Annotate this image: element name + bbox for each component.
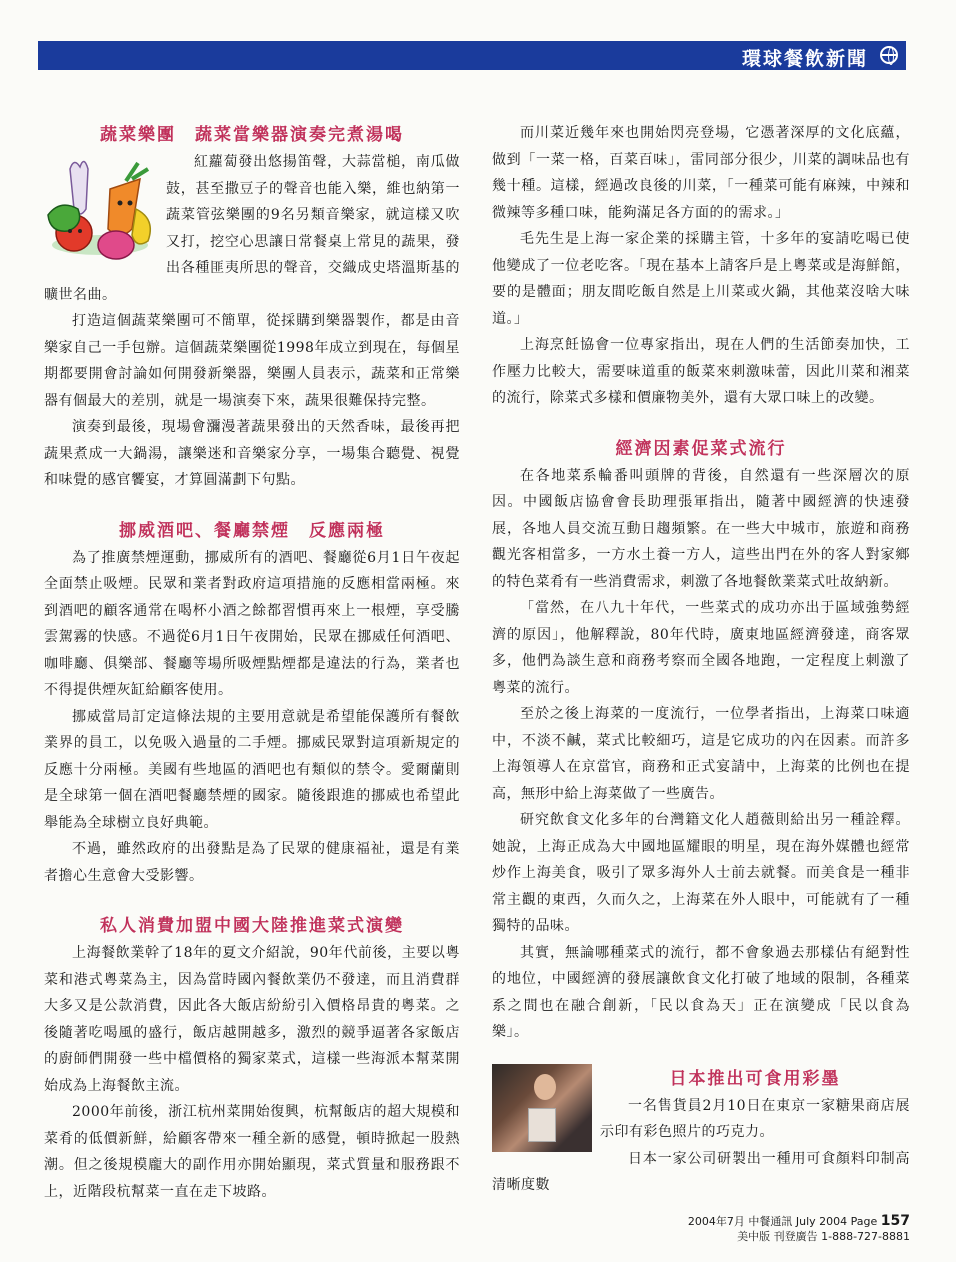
chocolate-photo [492,1064,592,1152]
article-title-economic-factors: 經濟因素促菜式流行 [615,438,787,459]
paragraph: 一名售貨員2月10日在東京一家糖果商店展示印有彩色照片的巧克力。 [600,1097,910,1140]
paragraph: 其實，無論哪種菜式的流行，都不會象過去那樣佔有絕對性的地位，中國經濟的發展讓飲食文化打破了地域的限制，各種菜系之間也在融合創新，「民以食為天」正在演變成「民以食為樂」。 [492,944,910,1040]
paragraph: 上海餐飲業幹了18年的夏文介紹說，90年代前後，主要以粵菜和港式粵菜為主，因為當時國內餐飲業仍不發達，而且消費群大多又是公款消費，因此各大飯店紛紛引入價格昂貴的粵菜。之後隨著吃喝風的盛行，飯店越開越多，激烈的競爭逼著各家飯店的廚師們開發一些中檔價格的獨家菜式，這樣一些海派本幫菜開始成為上海餐飲主流。 [44,945,460,1094]
paragraph: 至於之後上海菜的一度流行，一位學者指出，上海菜口味適中，不淡不鹹，菜式比較細巧，這是它成功的內在因素。而許多上海領導人在京當官，商務和正式宴請中，上海菜的比例也在提高，無形中給上海菜做了一些廣告。 [492,706,910,802]
article-title-norway-smoking-ban: 挪威酒吧、餐廳禁煙 反應兩極 [119,520,385,541]
paragraph: 紅蘿蔔發出悠揚笛聲，大蒜當槌，南瓜做鼓，甚至撒豆子的聲音也能入樂，維也納第一蔬菜管弦樂團的9名另類音樂家，就這樣又吹又打，挖空心思讓日常餐桌上常見的蔬果，發出各種匪夷所思的聲音，交織成史塔溫斯基的曠世名曲。 [44,154,460,303]
paragraph: 研究飲食文化多年的台灣籍文化人趙薇則給出另一種詮釋。她說，上海正成為大中國地區耀眼的明星，現在海外媒體也經常炒作上海美食，吸引了眾多海外人士前去就餐。而美食是一種非常主觀的東西，久而久之，上海菜在外人眼中，可能就有了一種獨特的品味。 [492,812,910,934]
article-title-edible-ink: 日本推出可食用彩墨 [669,1068,841,1089]
paragraph: 不過，雖然政府的出發點是為了民眾的健康福祉，還是有業者擔心生意會大受影響。 [44,841,460,884]
paragraph: 2000年前後，浙江杭州菜開始復興，杭幫飯店的超大規模和菜肴的低價新鮮，給顧客帶來一種全新的感覺，頓時掀起一股熱潮。但之後規模龐大的副作用亦開始顯現，菜式質量和服務跟不上，近階段杭幫菜一直在走下坡路。 [44,1104,460,1200]
paragraph: 而川菜近幾年來也開始閃亮登場，它憑著深厚的文化底蘊，做到「一菜一格，百菜百味」，雷同部分很少，川菜的調味品也有幾十種。這樣，經過改良後的川菜，「一種菜可能有麻辣，中辣和微辣等多種口味，能夠滿足各方面的的需求。」 [492,125,910,221]
paragraph: 打造這個蔬菜樂團可不簡單，從採購到樂器製作，都是由音樂家自己一手包辦。這個蔬菜樂團從1998年成立到現在，每個星期都要開會討論如何開發新樂器，樂團人員表示，蔬菜和正常樂器有個最大的差別，就是一場演奏下來，蔬果很難保持完整。 [44,313,460,409]
paragraph: 挪威當局訂定這條法規的主要用意就是希望能保護所有餐飲業界的員工，以免吸入過量的二手煙。挪威民眾對這項新規定的反應十分兩極。美國有些地區的酒吧也有類似的禁令。愛爾蘭則是全球第一個在酒吧餐廳禁煙的國家。隨後跟進的挪威也希望此舉能為全球樹立良好典範。 [44,708,460,831]
paragraph: 為了推廣禁煙運動，挪威所有的酒吧、餐廳從6月1日午夜起全面禁止吸煙。民眾和業者對政府這項措施的反應相當兩極。來到酒吧的顧客通常在喝杯小酒之餘都習慣再來上一根煙，享受騰雲駕霧的快感。不過從6月1日午夜開始，民眾在挪威任何酒吧、咖啡廳、俱樂部、餐廳等場所吸煙點煙都是違法的行為，業者也不得提供煙灰缸給顧客使用。 [44,549,460,698]
article-title-vegetable-orchestra: 蔬菜樂團 蔬菜當樂器演奏完煮湯喝 [100,125,404,145]
right-column [492,120,910,1199]
section-header-title: 環球餐飲新聞 [741,48,868,70]
paragraph: 上海烹飪協會一位專家指出，現在人們的生活節奏加快，工作壓力比較大，需要味道重的飯菜來刺激味蕾，因此川菜和湘菜的流行，除菜式多樣和價廉物美外，還有大眾口味上的改變。 [492,337,910,406]
paragraph: 毛先生是上海一家企業的採購主管，十多年的宴請吃喝已使他變成了一位老吃客。「現在基本上請客戶是上粵菜或是海鮮館，要的是體面；朋友間吃飯自然是上川菜或火鍋，其他菜沒啥大味道。」 [492,231,910,327]
footer-issue: 2004年7月 中餐通訊 July 2004 Page [687,1215,878,1228]
header-bar [38,41,906,70]
paragraph: 日本一家公司研製出一種用可食顏料印制高清晰度數 [492,1150,910,1193]
footer-contact: 美中版 刊登廣告 1-888-727-8881 [737,1230,910,1243]
globe-icon [880,46,898,64]
paragraph: 演奏到最後，現場會瀰漫著蔬果發出的天然香味，最後再把蔬果煮成一大鍋湯，讓樂迷和音樂家分享，一場集合聽覺、視覺和味覺的感官饗宴，才算圓滿劃下句點。 [44,419,460,488]
article-title-private-consumption: 私人消費加盟中國大陸推進菜式演變 [100,916,404,936]
page-number: 157 [880,1213,910,1229]
page-footer [688,1214,910,1244]
vegetable-illustration [40,149,160,277]
paragraph: 「當然，在八九十年代，一些菜式的成功亦出于區域強勢經濟的原因」，他解釋說，80年代時，廣東地區經濟發達，商客眾多，他們為談生意和商務考察而全國各地跑，一定程度上刺激了粵菜的流行。 [492,600,910,696]
left-column [44,120,460,1205]
paragraph: 在各地菜系輪番叫頭牌的背後，自然還有一些深層次的原因。中國飯店協會會長助理張軍指出，隨著中國經濟的快速發展，各地人員交流互動日趨頻繁。在一些大中城市，旅遊和商務觀光客相當多，一方水土養一方人，這些出門在外的客人對家鄉的特色菜肴有一些消費需求，刺激了各地餐飲業菜式吐故納新。 [492,467,910,590]
